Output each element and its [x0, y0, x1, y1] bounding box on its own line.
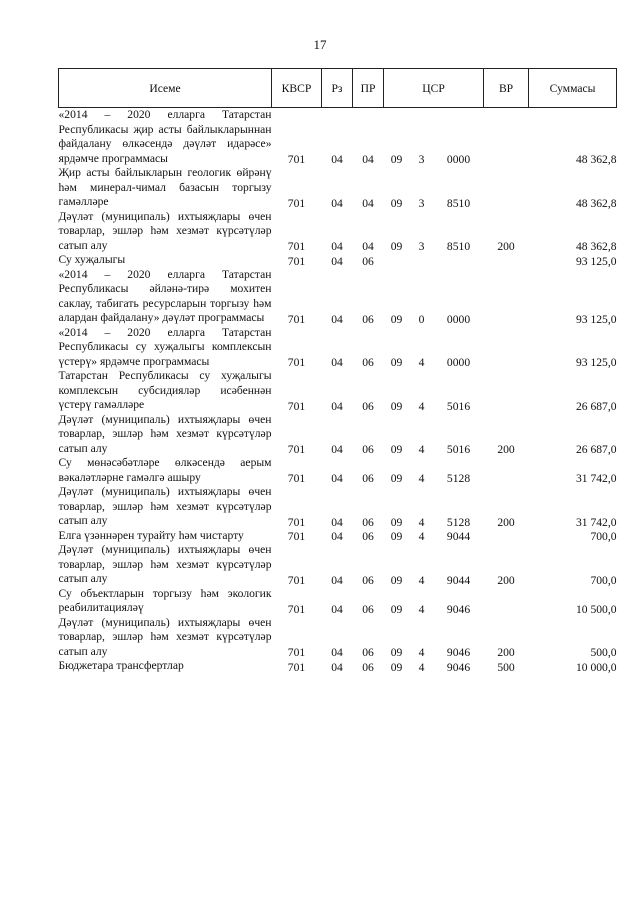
csr-subprogram-cell: 4	[418, 515, 425, 529]
header-kvsr: КВСР	[272, 69, 322, 108]
row-name-cell: Елга үзәннәрен турайту һәм чистарту	[58, 528, 244, 542]
sum-cell: 93 125,0	[575, 312, 617, 326]
row-name-cell: «2014 – 2020 елларга Татарстан Республикасы әйләнә-тирә мохитен саклау, табигать ресурсларын торгызу һәм алардан файдалану» дәүләт программасы	[58, 267, 272, 324]
kvsr-cell: 701	[287, 443, 306, 456]
csr-program-cell: 09	[390, 573, 403, 587]
pr-cell: 06	[362, 312, 374, 326]
table-row	[59, 268, 617, 326]
csr-code-cell: 5016	[446, 443, 471, 456]
csr-program-cell: 09	[390, 443, 403, 456]
csr-program-cell	[384, 253, 410, 268]
rz-cell: 04	[331, 602, 343, 616]
sum-cell: 26 687,0	[575, 399, 617, 413]
row-name-cell: Бюджетара трансфертлар	[58, 659, 184, 672]
vr-cell	[484, 326, 529, 370]
csr-subprogram-cell: 4	[418, 573, 425, 587]
header-csr: ЦСР	[384, 69, 484, 108]
vr-cell: 500	[497, 660, 515, 674]
vr-cell	[484, 268, 529, 326]
rz-cell: 04	[331, 515, 343, 529]
sum-cell: 48 362,8	[575, 153, 617, 166]
sum-cell: 26 687,0	[575, 443, 617, 456]
kvsr-cell: 701	[287, 530, 306, 543]
pr-cell: 04	[362, 240, 374, 253]
table-row	[59, 587, 617, 616]
csr-code-cell: 5128	[446, 472, 471, 485]
row-name-cell: Дәүләт (муниципаль) ихтыяҗлары өчен товарлар, эшләр һәм хезмәт күрсәтүләр сатып алу	[58, 412, 272, 455]
sum-cell: 48 362,8	[575, 196, 617, 210]
csr-program-cell: 09	[390, 153, 403, 166]
kvsr-cell: 701	[287, 312, 306, 326]
table-row	[59, 529, 617, 544]
csr-program-cell: 09	[390, 472, 403, 485]
pr-cell: 06	[362, 254, 374, 268]
rz-cell: 04	[331, 399, 343, 413]
rz-cell: 04	[331, 240, 343, 253]
vr-cell: 200	[497, 240, 515, 253]
rz-cell: 04	[331, 254, 343, 268]
kvsr-cell: 701	[287, 573, 306, 587]
header-sum: Суммасы	[529, 69, 617, 108]
page-number: 17	[313, 37, 327, 52]
pr-cell: 06	[362, 646, 374, 659]
csr-code-cell: 0000	[446, 312, 471, 326]
csr-subprogram-cell: 4	[418, 472, 425, 485]
sum-cell: 700,0	[590, 530, 617, 543]
csr-code-cell: 8510	[446, 240, 471, 253]
csr-subprogram-cell: 4	[418, 530, 425, 543]
header-rz: Рз	[322, 69, 353, 108]
table-row	[59, 485, 617, 529]
csr-code-cell: 9044	[446, 573, 471, 587]
csr-code-cell: 5016	[446, 399, 471, 413]
table-row	[59, 369, 617, 413]
csr-program-cell: 09	[390, 356, 403, 369]
pr-cell: 06	[362, 530, 374, 543]
csr-program-cell: 09	[390, 602, 403, 616]
rz-cell: 04	[331, 660, 343, 674]
rz-cell: 04	[331, 153, 343, 166]
rz-cell: 04	[331, 196, 343, 210]
vr-cell	[484, 108, 529, 167]
csr-program-cell: 09	[390, 399, 403, 413]
vr-cell: 200	[497, 515, 515, 529]
csr-subprogram-cell: 4	[418, 443, 425, 456]
kvsr-cell: 701	[287, 472, 306, 485]
kvsr-cell: 701	[287, 240, 306, 253]
vr-cell: 200	[497, 443, 515, 456]
csr-subprogram-cell: 0	[418, 312, 425, 326]
table-row	[59, 253, 617, 268]
row-name-cell: Җир асты байлыкларын геологик өйрәнү һәм минерал-чимал базасын торгызу гамәлләре	[58, 166, 272, 208]
csr-program-cell: 09	[390, 515, 403, 529]
sum-cell: 500,0	[590, 646, 617, 659]
sum-cell: 31 742,0	[575, 472, 617, 485]
csr-code-cell: 0000	[446, 356, 471, 369]
rz-cell: 04	[331, 530, 343, 543]
csr-program-cell: 09	[390, 196, 403, 210]
csr-code-cell: 8510	[446, 196, 471, 210]
csr-program-cell: 09	[390, 312, 403, 326]
csr-subprogram-cell: 4	[418, 602, 425, 616]
row-name-cell: Су мөнәсәбәтләре өлкәсендә аерым вәкаләтләрне гамәлгә ашыру	[58, 456, 272, 484]
row-name-cell: Су объектларын торгызу һәм экологик реабилитацияләү	[58, 586, 272, 614]
table-row	[59, 659, 617, 674]
sum-cell: 93 125,0	[575, 356, 617, 369]
rz-cell: 04	[331, 443, 343, 456]
csr-code-cell: 9044	[446, 530, 471, 543]
vr-cell	[484, 456, 529, 485]
sum-cell: 93 125,0	[575, 254, 617, 268]
table-header-row	[59, 69, 617, 108]
row-name-cell: «2014 – 2020 елларга Татарстан Республикасы су хуҗалыгы комплексын үстерү» ярдәмче программасы	[58, 325, 272, 368]
pr-cell: 06	[362, 356, 374, 369]
rz-cell: 04	[331, 646, 343, 659]
sum-cell: 10 000,0	[575, 660, 617, 674]
sum-cell: 700,0	[590, 573, 617, 587]
row-name-cell: Дәүләт (муниципаль) ихтыяҗлары өчен товарлар, эшләр һәм хезмәт күрсәтүләр сатып алу	[58, 543, 272, 585]
rz-cell: 04	[331, 356, 343, 369]
vr-cell: 200	[497, 646, 515, 659]
csr-subprogram-cell: 4	[418, 399, 425, 413]
pr-cell: 06	[362, 515, 374, 529]
pr-cell: 04	[362, 153, 374, 166]
sum-cell: 10 500,0	[575, 602, 617, 616]
row-name-cell: Татарстан Республикасы су хуҗалыгы комплексын субсидияләр исәбеннән үстерү гамәлләре	[58, 369, 272, 411]
pr-cell: 06	[362, 573, 374, 587]
pr-cell: 06	[362, 443, 374, 456]
row-name-cell: «2014 – 2020 елларга Татарстан Республикасы җир асты байлыкларыннан файдалану өлкәсендә дәүләт идарәсе» ярдәмче программасы	[58, 108, 272, 165]
csr-code-cell: 0000	[446, 153, 471, 166]
csr-program-cell: 09	[390, 240, 403, 253]
table-row	[59, 166, 617, 210]
row-name-cell: Дәүләт (муниципаль) ихтыяҗлары өчен товарлар, эшләр һәм хезмәт күрсәтүләр сатып алу	[58, 485, 272, 527]
kvsr-cell: 701	[287, 196, 306, 210]
csr-subprogram-cell	[410, 253, 434, 268]
row-name-cell: Дәүләт (муниципаль) ихтыяҗлары өчен товарлар, эшләр һәм хезмәт күрсәтүләр сатып алу	[58, 615, 272, 658]
table-row	[59, 543, 617, 587]
csr-code-cell: 5128	[446, 515, 471, 529]
budget-table	[58, 68, 617, 674]
sum-cell: 48 362,8	[575, 240, 617, 253]
csr-code-cell: 9046	[446, 602, 471, 616]
sum-cell: 31 742,0	[575, 515, 617, 529]
rz-cell: 04	[331, 312, 343, 326]
csr-program-cell: 09	[390, 530, 403, 543]
rz-cell: 04	[331, 472, 343, 485]
kvsr-cell: 701	[287, 153, 306, 166]
vr-cell	[484, 253, 529, 268]
csr-subprogram-cell: 4	[418, 660, 425, 674]
csr-subprogram-cell: 4	[418, 356, 425, 369]
kvsr-cell: 701	[287, 660, 306, 674]
kvsr-cell: 701	[287, 646, 306, 659]
csr-subprogram-cell: 3	[418, 196, 425, 210]
table-row	[59, 413, 617, 457]
rz-cell: 04	[331, 573, 343, 587]
pr-cell: 04	[362, 196, 374, 210]
csr-code-cell	[434, 253, 484, 268]
pr-cell: 06	[362, 399, 374, 413]
vr-cell	[484, 166, 529, 210]
csr-subprogram-cell: 3	[418, 240, 425, 253]
kvsr-cell: 701	[287, 356, 306, 369]
csr-code-cell: 9046	[446, 646, 471, 659]
table-row	[59, 210, 617, 254]
header-name: Исеме	[59, 69, 272, 108]
csr-subprogram-cell: 4	[418, 646, 425, 659]
header-vr: ВР	[484, 69, 529, 108]
table-row	[59, 326, 617, 370]
csr-program-cell: 09	[390, 660, 403, 674]
table-row	[59, 108, 617, 167]
vr-cell: 200	[497, 573, 515, 587]
row-name-cell: Су хуҗалыгы	[58, 253, 126, 266]
pr-cell: 06	[362, 660, 374, 674]
kvsr-cell: 701	[287, 399, 306, 413]
row-name-cell: Дәүләт (муниципаль) ихтыяҗлары өчен товарлар, эшләр һәм хезмәт күрсәтүләр сатып алу	[58, 209, 272, 252]
kvsr-cell: 701	[287, 254, 306, 268]
kvsr-cell: 701	[287, 515, 306, 529]
csr-program-cell: 09	[390, 646, 403, 659]
table-row	[59, 456, 617, 485]
pr-cell: 06	[362, 602, 374, 616]
header-pr: ПР	[353, 69, 384, 108]
vr-cell	[484, 587, 529, 616]
table-row	[59, 616, 617, 660]
csr-code-cell: 9046	[446, 660, 471, 674]
vr-cell	[484, 529, 529, 544]
csr-subprogram-cell: 3	[418, 153, 425, 166]
vr-cell	[484, 369, 529, 413]
pr-cell: 06	[362, 472, 374, 485]
kvsr-cell: 701	[287, 602, 306, 616]
